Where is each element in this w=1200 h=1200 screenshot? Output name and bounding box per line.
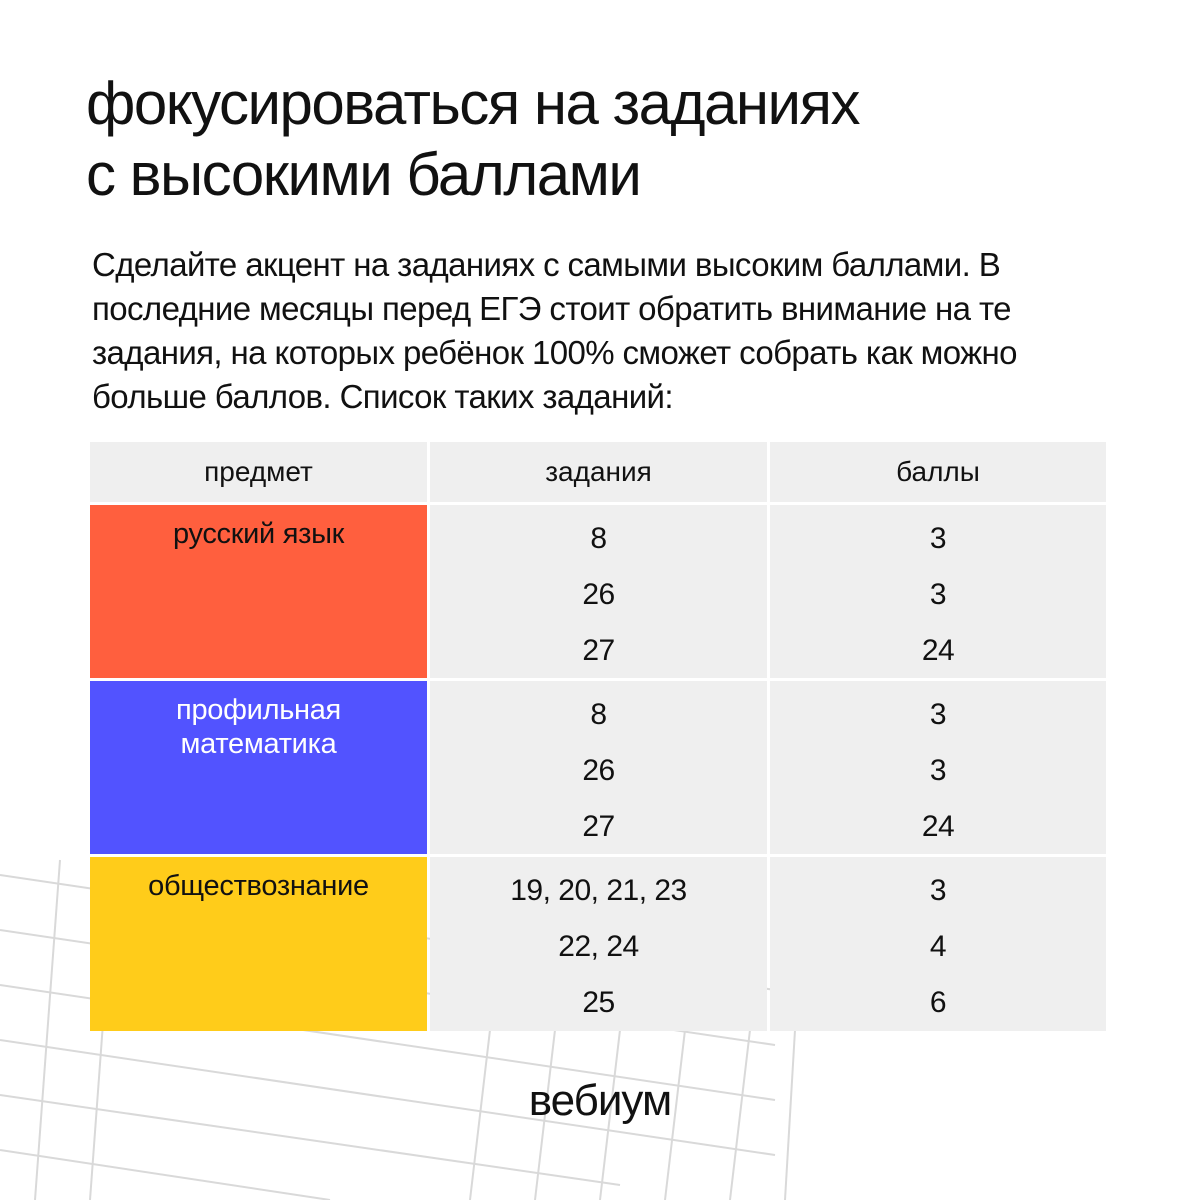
points-value: 24 bbox=[921, 810, 955, 843]
points-value: 3 bbox=[929, 698, 947, 731]
header-points: баллы bbox=[770, 442, 1106, 502]
task-value: 27 bbox=[582, 634, 615, 667]
subject-math-label: профильная математика bbox=[176, 694, 341, 760]
points-value: 4 bbox=[929, 930, 947, 963]
subject-russian: русский язык bbox=[90, 505, 427, 678]
task-value: 22, 24 bbox=[558, 930, 639, 963]
task-value: 26 bbox=[582, 578, 615, 611]
points-value: 24 bbox=[921, 634, 955, 667]
tasks-social-studies bbox=[430, 857, 767, 1031]
task-value: 8 bbox=[590, 698, 607, 731]
points-social-studies bbox=[770, 857, 1106, 1031]
points-value: 3 bbox=[929, 578, 947, 611]
page-title bbox=[86, 68, 1136, 210]
task-value: 8 bbox=[590, 522, 607, 555]
points-value: 3 bbox=[929, 874, 947, 907]
task-value: 26 bbox=[582, 754, 615, 787]
header-tasks: задания bbox=[430, 442, 767, 502]
tasks-table bbox=[90, 442, 1106, 1031]
task-value: 25 bbox=[582, 986, 615, 1019]
tasks-math bbox=[430, 681, 767, 854]
subject-math bbox=[90, 681, 427, 854]
points-russian bbox=[770, 505, 1106, 678]
task-value: 27 bbox=[582, 810, 615, 843]
points-value: 3 bbox=[929, 522, 947, 555]
page-title-line-2: с высокими баллами bbox=[86, 141, 641, 208]
points-value: 3 bbox=[929, 754, 947, 787]
tasks-russian bbox=[430, 505, 767, 678]
header-subject: предмет bbox=[90, 442, 427, 502]
intro-paragraph: Сделайте акцент на заданиях с самыми высоким баллами. В последние месяцы перед ЕГЭ стоит обратить внимание на те задания, на которых ребёнок 100% сможет собрать как можно больше баллов. Список таких заданий: bbox=[92, 246, 1017, 415]
subject-social-studies: обществознание bbox=[90, 857, 427, 1031]
page-title-line-1: фокусироваться на заданиях bbox=[86, 70, 859, 137]
points-value: 6 bbox=[929, 986, 947, 1019]
brand-logo: вебиум bbox=[528, 1076, 672, 1125]
points-math bbox=[770, 681, 1106, 854]
task-value: 19, 20, 21, 23 bbox=[510, 874, 687, 907]
